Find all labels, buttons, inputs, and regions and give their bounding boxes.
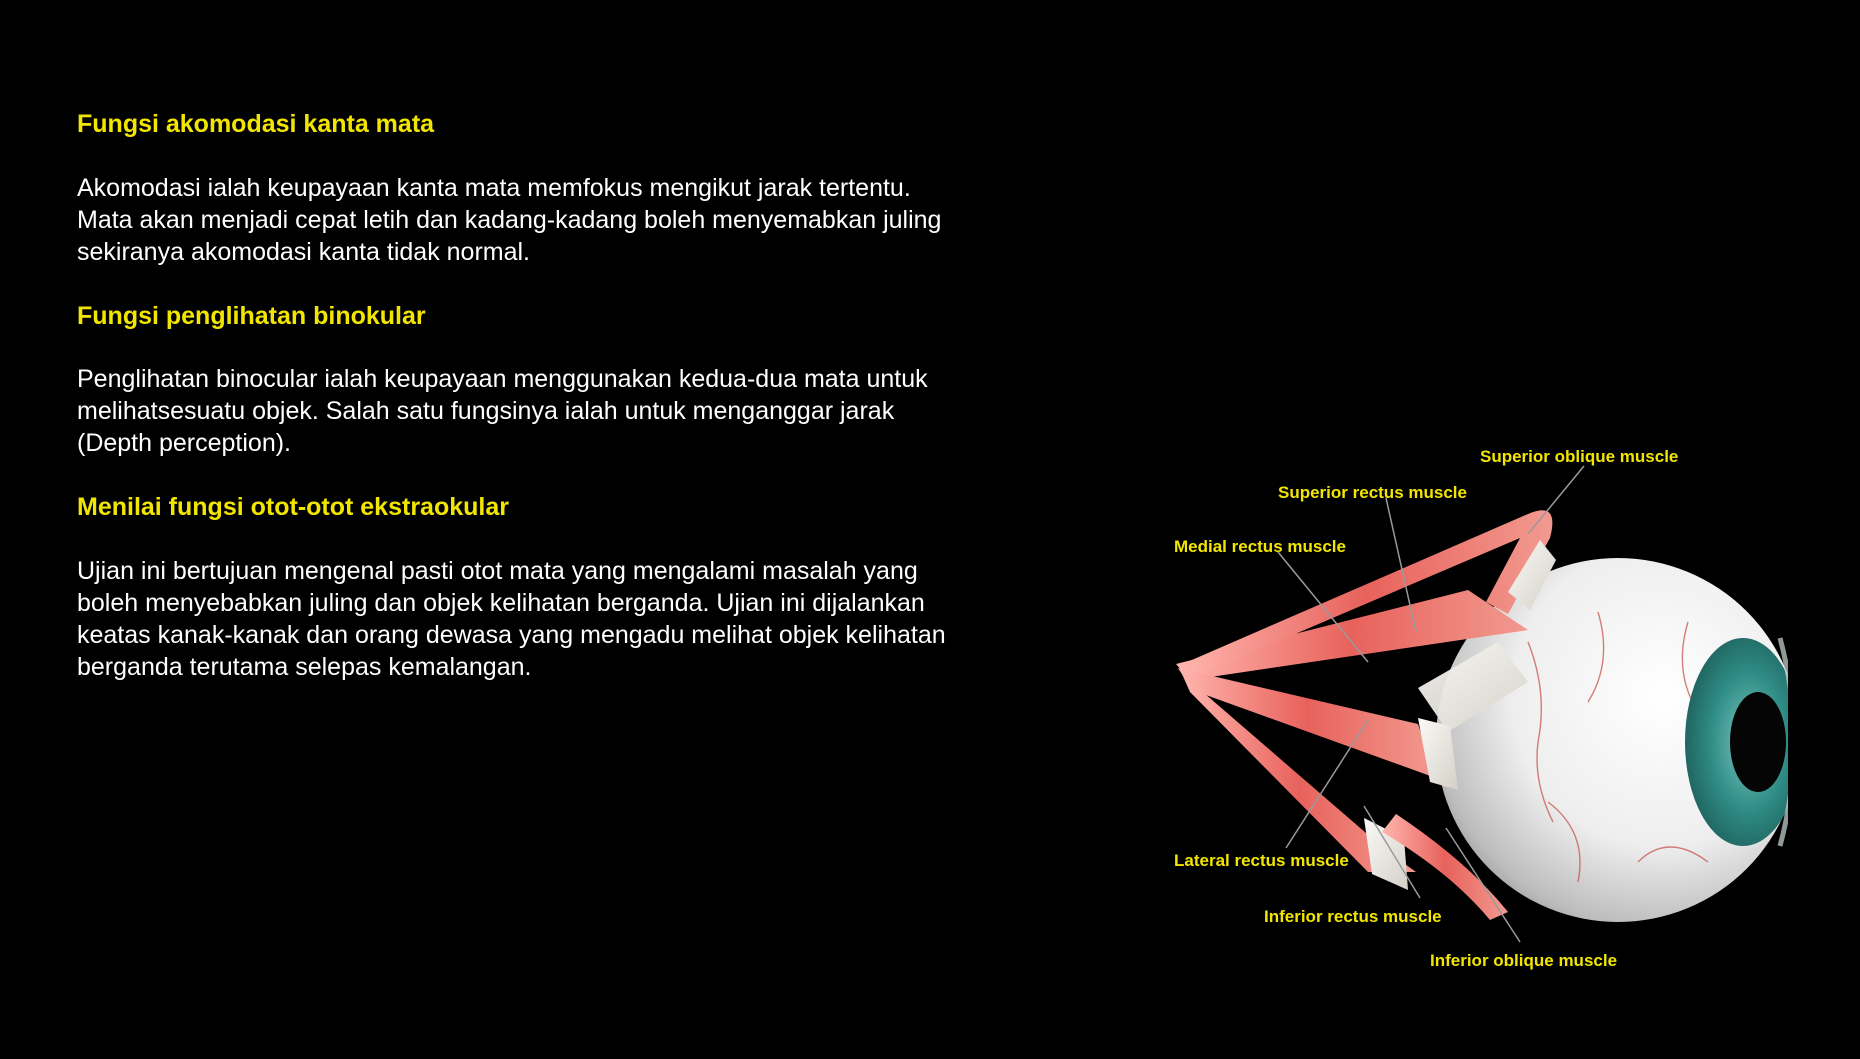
label-medial-rectus: Medial rectus muscle <box>1174 537 1346 556</box>
section-paragraph-accommodation <box>77 172 941 268</box>
section-paragraph-binocular <box>77 363 928 459</box>
paragraph-line: Penglihatan binocular ialah keupayaan menggunakan kedua-dua mata untuk <box>77 365 928 393</box>
label-lateral-rectus: Lateral rectus muscle <box>1174 851 1349 870</box>
section-heading-extraocular: Menilai fungsi otot-otot ekstraokular <box>77 493 509 521</box>
section-heading-binocular: Fungsi penglihatan binokular <box>77 302 426 330</box>
paragraph-line: berganda terutama selepas kemalangan. <box>77 653 532 681</box>
section-heading-accommodation: Fungsi akomodasi kanta mata <box>77 110 435 138</box>
paragraph-line: (Depth perception). <box>77 429 292 457</box>
paragraph-line: Akomodasi ialah keupayaan kanta mata memfokus mengikut jarak tertentu. <box>77 174 911 202</box>
label-superior-rectus: Superior rectus muscle <box>1278 483 1467 502</box>
pupil-shape <box>1730 692 1786 792</box>
eye-muscles-diagram <box>1168 442 1788 974</box>
eye-muscles-svg <box>1168 442 1788 974</box>
paragraph-line: boleh menyebabkan juling dan objek kelihatan berganda. Ujian ini dijalankan <box>77 589 925 617</box>
paragraph-line: keatas kanak-kanak dan orang dewasa yang mengadu melihat objek kelihatan <box>77 621 946 649</box>
label-inferior-rectus: Inferior rectus muscle <box>1264 907 1442 926</box>
lateral-rectus-muscle-shape <box>1178 668 1436 778</box>
paragraph-line: Mata akan menjadi cepat letih dan kadang-kadang boleh menyemabkan juling <box>77 206 942 234</box>
section-paragraph-extraocular <box>77 555 946 683</box>
label-inferior-oblique: Inferior oblique muscle <box>1430 951 1618 970</box>
paragraph-line: Ujian ini bertujuan mengenal pasti otot mata yang mengalami masalah yang <box>77 557 918 585</box>
label-superior-oblique: Superior oblique muscle <box>1480 447 1679 466</box>
paragraph-line: sekiranya akomodasi kanta tidak normal. <box>77 238 531 266</box>
paragraph-line: melihatsesuatu objek. Salah satu fungsinya ialah untuk menganggar jarak <box>77 397 895 425</box>
